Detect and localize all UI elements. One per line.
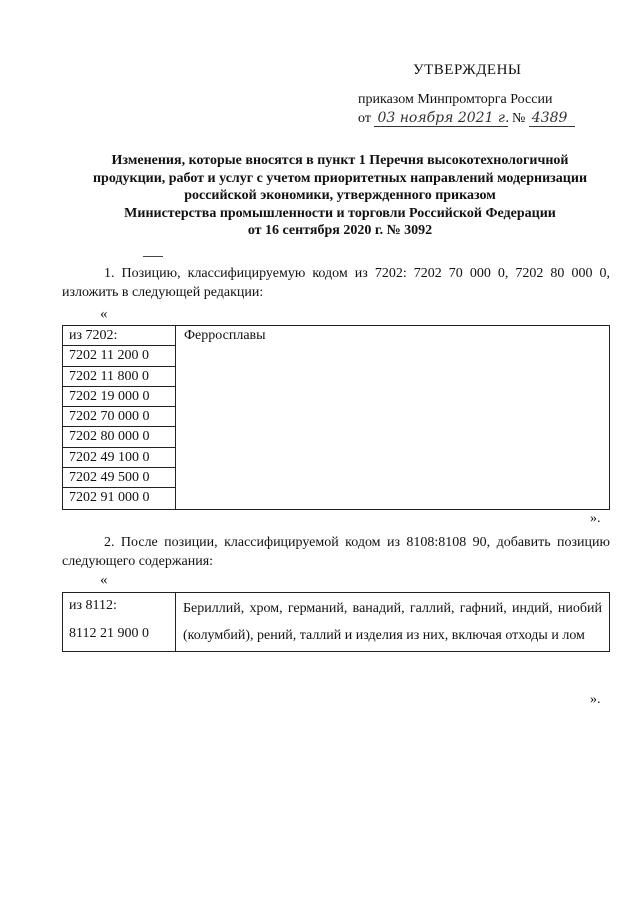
order-date-number <box>358 110 575 127</box>
code-item: 7202 11 200 0 <box>63 346 175 366</box>
code-item: 7202 19 000 0 <box>63 387 175 407</box>
title-line: российской экономики, утвержденного приказом <box>184 188 496 203</box>
section-2-text: 2. После позиции, классифицируемой кодом из 8108:8108 90, добавить позицию следующего содержания: <box>62 535 610 569</box>
code-item: 7202 80 000 0 <box>63 427 175 447</box>
section-1-quote-open: « <box>100 306 108 322</box>
number-label: № <box>511 111 526 126</box>
title-line: от 16 сентября 2020 г. № 3092 <box>247 223 433 238</box>
section-2-quote-close: ». <box>590 692 601 707</box>
section-1-quote-close: ». <box>590 511 601 526</box>
code-item: 7202 11 800 0 <box>63 367 175 387</box>
code-item: 7202 49 500 0 <box>63 468 175 488</box>
from-label: от <box>358 111 371 126</box>
title-line: продукции, работ и услуг с учетом приоритетных направлений модернизации <box>92 170 588 186</box>
section-1-table <box>62 325 610 510</box>
name-cell: Ферросплавы <box>176 326 610 510</box>
code-item: 7202 91 000 0 <box>69 490 150 506</box>
table-row <box>63 593 610 652</box>
section-2-table <box>62 592 610 652</box>
code-item: из 8112: <box>69 598 117 613</box>
title-line: Изменения, которые вносятся в пункт 1 Перечня высокотехнологичной <box>111 153 569 168</box>
handwritten-date: 03 ноября 2021 г. <box>374 110 508 127</box>
order-reference: приказом Минпромторга России <box>358 92 553 107</box>
codes-cell <box>63 326 176 510</box>
table-row <box>63 326 610 510</box>
section-2-quote-open: « <box>100 572 108 588</box>
title-line: Министерства промышленности и торговли Российской Федерации <box>124 205 556 221</box>
section-1-text: 1. Позицию, классифицируемую кодом из 7202: 7202 70 000 0, 7202 80 000 0, изложить в следующей редакции: <box>62 266 610 300</box>
description-cell: Бериллий, хром, германий, ванадий, галлий, гафний, индий, ниобий (колумбий), рений, таллий и изделия из них, включая отходы и лом <box>176 593 610 652</box>
decorative-dash <box>143 256 163 257</box>
code-item: 7202 49 100 0 <box>63 448 175 468</box>
handwritten-number: 4389 <box>529 110 575 127</box>
code-item: 7202 70 000 0 <box>63 407 175 427</box>
document-title <box>60 152 620 240</box>
code-item: 8112 21 900 0 <box>69 626 149 641</box>
code-item: из 7202: <box>63 326 175 346</box>
approved-heading: УТВЕРЖДЕНЫ <box>413 62 522 78</box>
codes-cell <box>63 593 176 652</box>
